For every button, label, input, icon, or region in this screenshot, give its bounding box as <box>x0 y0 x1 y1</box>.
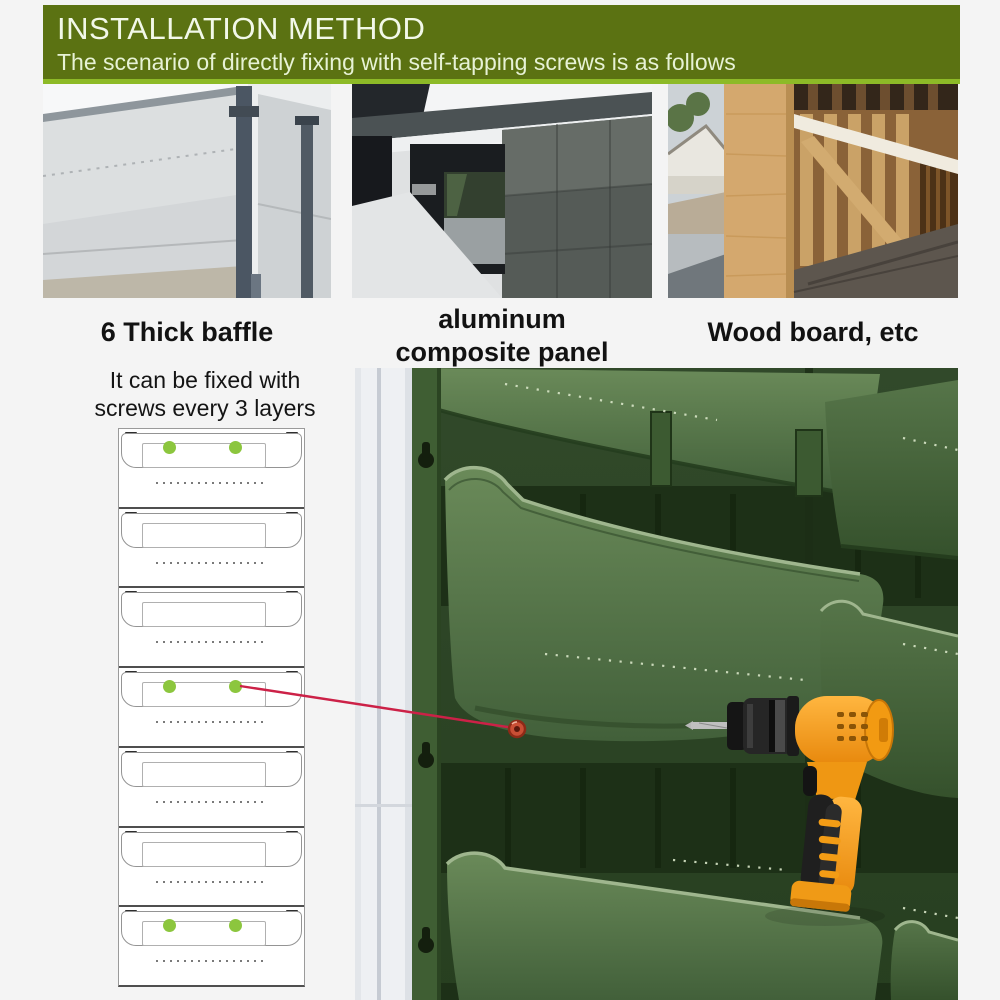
page-title: INSTALLATION METHOD <box>57 11 426 46</box>
wood-frame-illustration <box>668 84 958 298</box>
planter-layer-2 <box>119 507 304 587</box>
perforation-row <box>156 801 268 803</box>
pocket-face <box>142 523 266 548</box>
perforation-row <box>156 881 268 883</box>
pocket-face <box>142 921 266 946</box>
pocket-lip <box>121 832 302 867</box>
pocket-face <box>142 842 266 867</box>
caption-aluminum-line2: composite panel <box>395 337 609 367</box>
planter-stack-diagram <box>118 428 305 987</box>
header-banner <box>43 5 960 79</box>
aluminum-panel-building-photo <box>352 84 652 298</box>
perforation-row <box>156 562 268 564</box>
baffle-wall-photo <box>43 84 331 298</box>
perforation-row <box>156 482 268 484</box>
pocket-face <box>142 762 266 787</box>
pocket-lip <box>121 592 302 627</box>
perforation-row <box>156 641 268 643</box>
planter-pocket <box>825 380 958 558</box>
pocket-face <box>142 443 266 468</box>
planter-layer-3 <box>119 586 304 666</box>
page-subtitle: The scenario of directly fixing with self-tapping screws is as follows <box>57 49 736 75</box>
pocket-lip <box>121 911 302 946</box>
planter-layer-5 <box>119 746 304 826</box>
aluminum-building-illustration <box>352 84 652 298</box>
caption-aluminum-line1: aluminum <box>438 304 566 334</box>
caption-aluminum-panel <box>352 303 652 369</box>
planter-layer-6 <box>119 826 304 906</box>
pocket-face <box>142 602 266 627</box>
wall-corner-strip <box>355 368 412 1000</box>
baffle-wall-illustration <box>43 84 331 298</box>
caption-thick-baffle: 6 Thick baffle <box>100 317 274 347</box>
wood-frame-photo <box>668 84 958 298</box>
pocket-lip <box>121 752 302 787</box>
note-line2: screws every 3 layers <box>94 395 316 421</box>
planter-layer-1 <box>119 428 304 507</box>
planter-layer-4 <box>119 666 304 746</box>
pocket-lip <box>121 672 302 707</box>
pocket-face <box>142 682 266 707</box>
caption-wood-board: Wood board, etc <box>707 317 919 347</box>
screw-dot <box>163 441 176 454</box>
fixing-instruction-note <box>75 366 335 422</box>
note-line1: It can be fixed with <box>109 367 301 393</box>
green-wall-illustration <box>355 368 958 1000</box>
screw-dot <box>229 441 242 454</box>
green-wall-planters-photo <box>355 368 958 1000</box>
perforation-row <box>156 721 268 723</box>
pocket-lip <box>121 513 302 548</box>
planter-layer-7 <box>119 905 304 985</box>
pocket-lip <box>121 433 302 468</box>
perforation-row <box>156 960 268 962</box>
